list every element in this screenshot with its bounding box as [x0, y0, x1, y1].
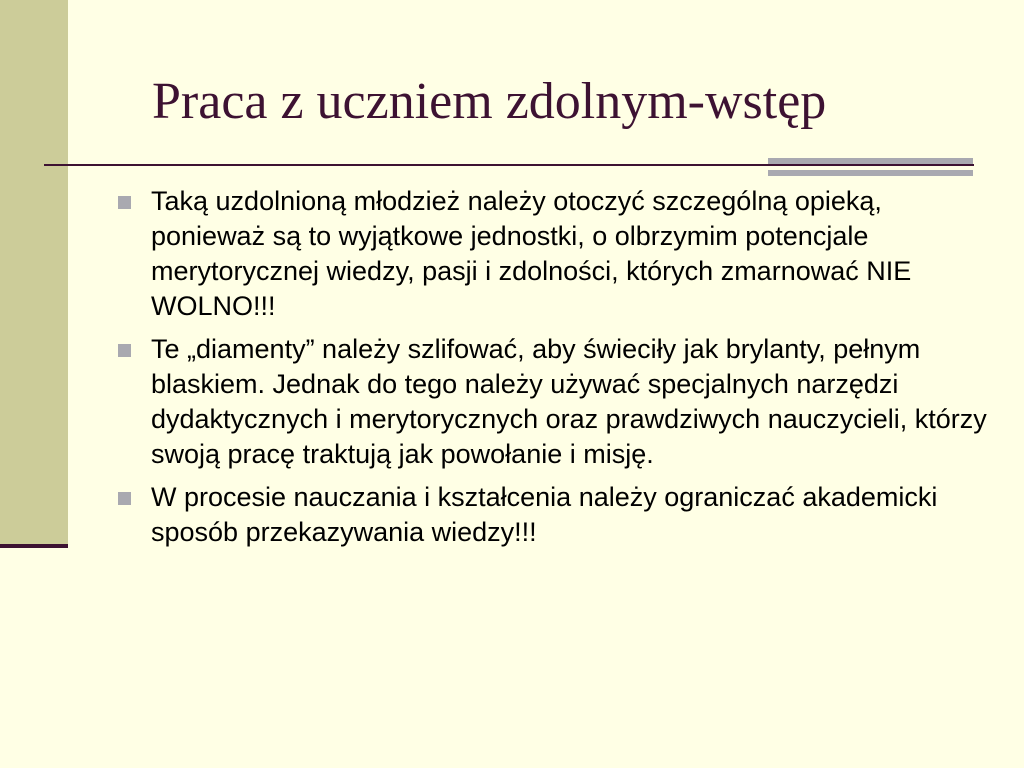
accent-bars — [768, 158, 973, 176]
accent-bar-bottom — [768, 170, 973, 176]
square-bullet-icon — [118, 196, 131, 209]
left-divider-line — [0, 544, 68, 548]
bullet-item-3 — [110, 480, 990, 550]
bullet-item-2 — [110, 332, 990, 472]
square-bullet-icon — [118, 492, 131, 505]
bullet-item-1 — [110, 184, 990, 324]
accent-bar-top — [768, 158, 973, 164]
left-decorative-bar — [0, 0, 68, 544]
bullet-text-2: Te „diamenty” należy szlifować, aby świeciły jak brylanty, pełnym blaskiem. Jednak do tego należy używać specjalnych narzędzi dydaktycznych i merytorycznych oraz prawdziwych nauczycieli, którzy swoją pracę traktują jak powołanie i misję. — [151, 334, 987, 469]
slide-title: Praca z uczniem zdolnym-wstęp — [152, 73, 827, 130]
square-bullet-icon — [118, 344, 131, 357]
bullet-text-3: W procesie nauczania i kształcenia należy ograniczać akademicki sposób przekazywania wiedzy!!! — [151, 482, 938, 547]
bullet-list — [110, 184, 990, 558]
bullet-text-1: Taką uzdolnioną młodzież należy otoczyć szczególną opieką, ponieważ są to wyjątkowe jednostki, o olbrzymim potencjale merytorycznej wiedzy, pasji i zdolności, których zmarnować NIE WOLNO!!! — [151, 186, 912, 321]
